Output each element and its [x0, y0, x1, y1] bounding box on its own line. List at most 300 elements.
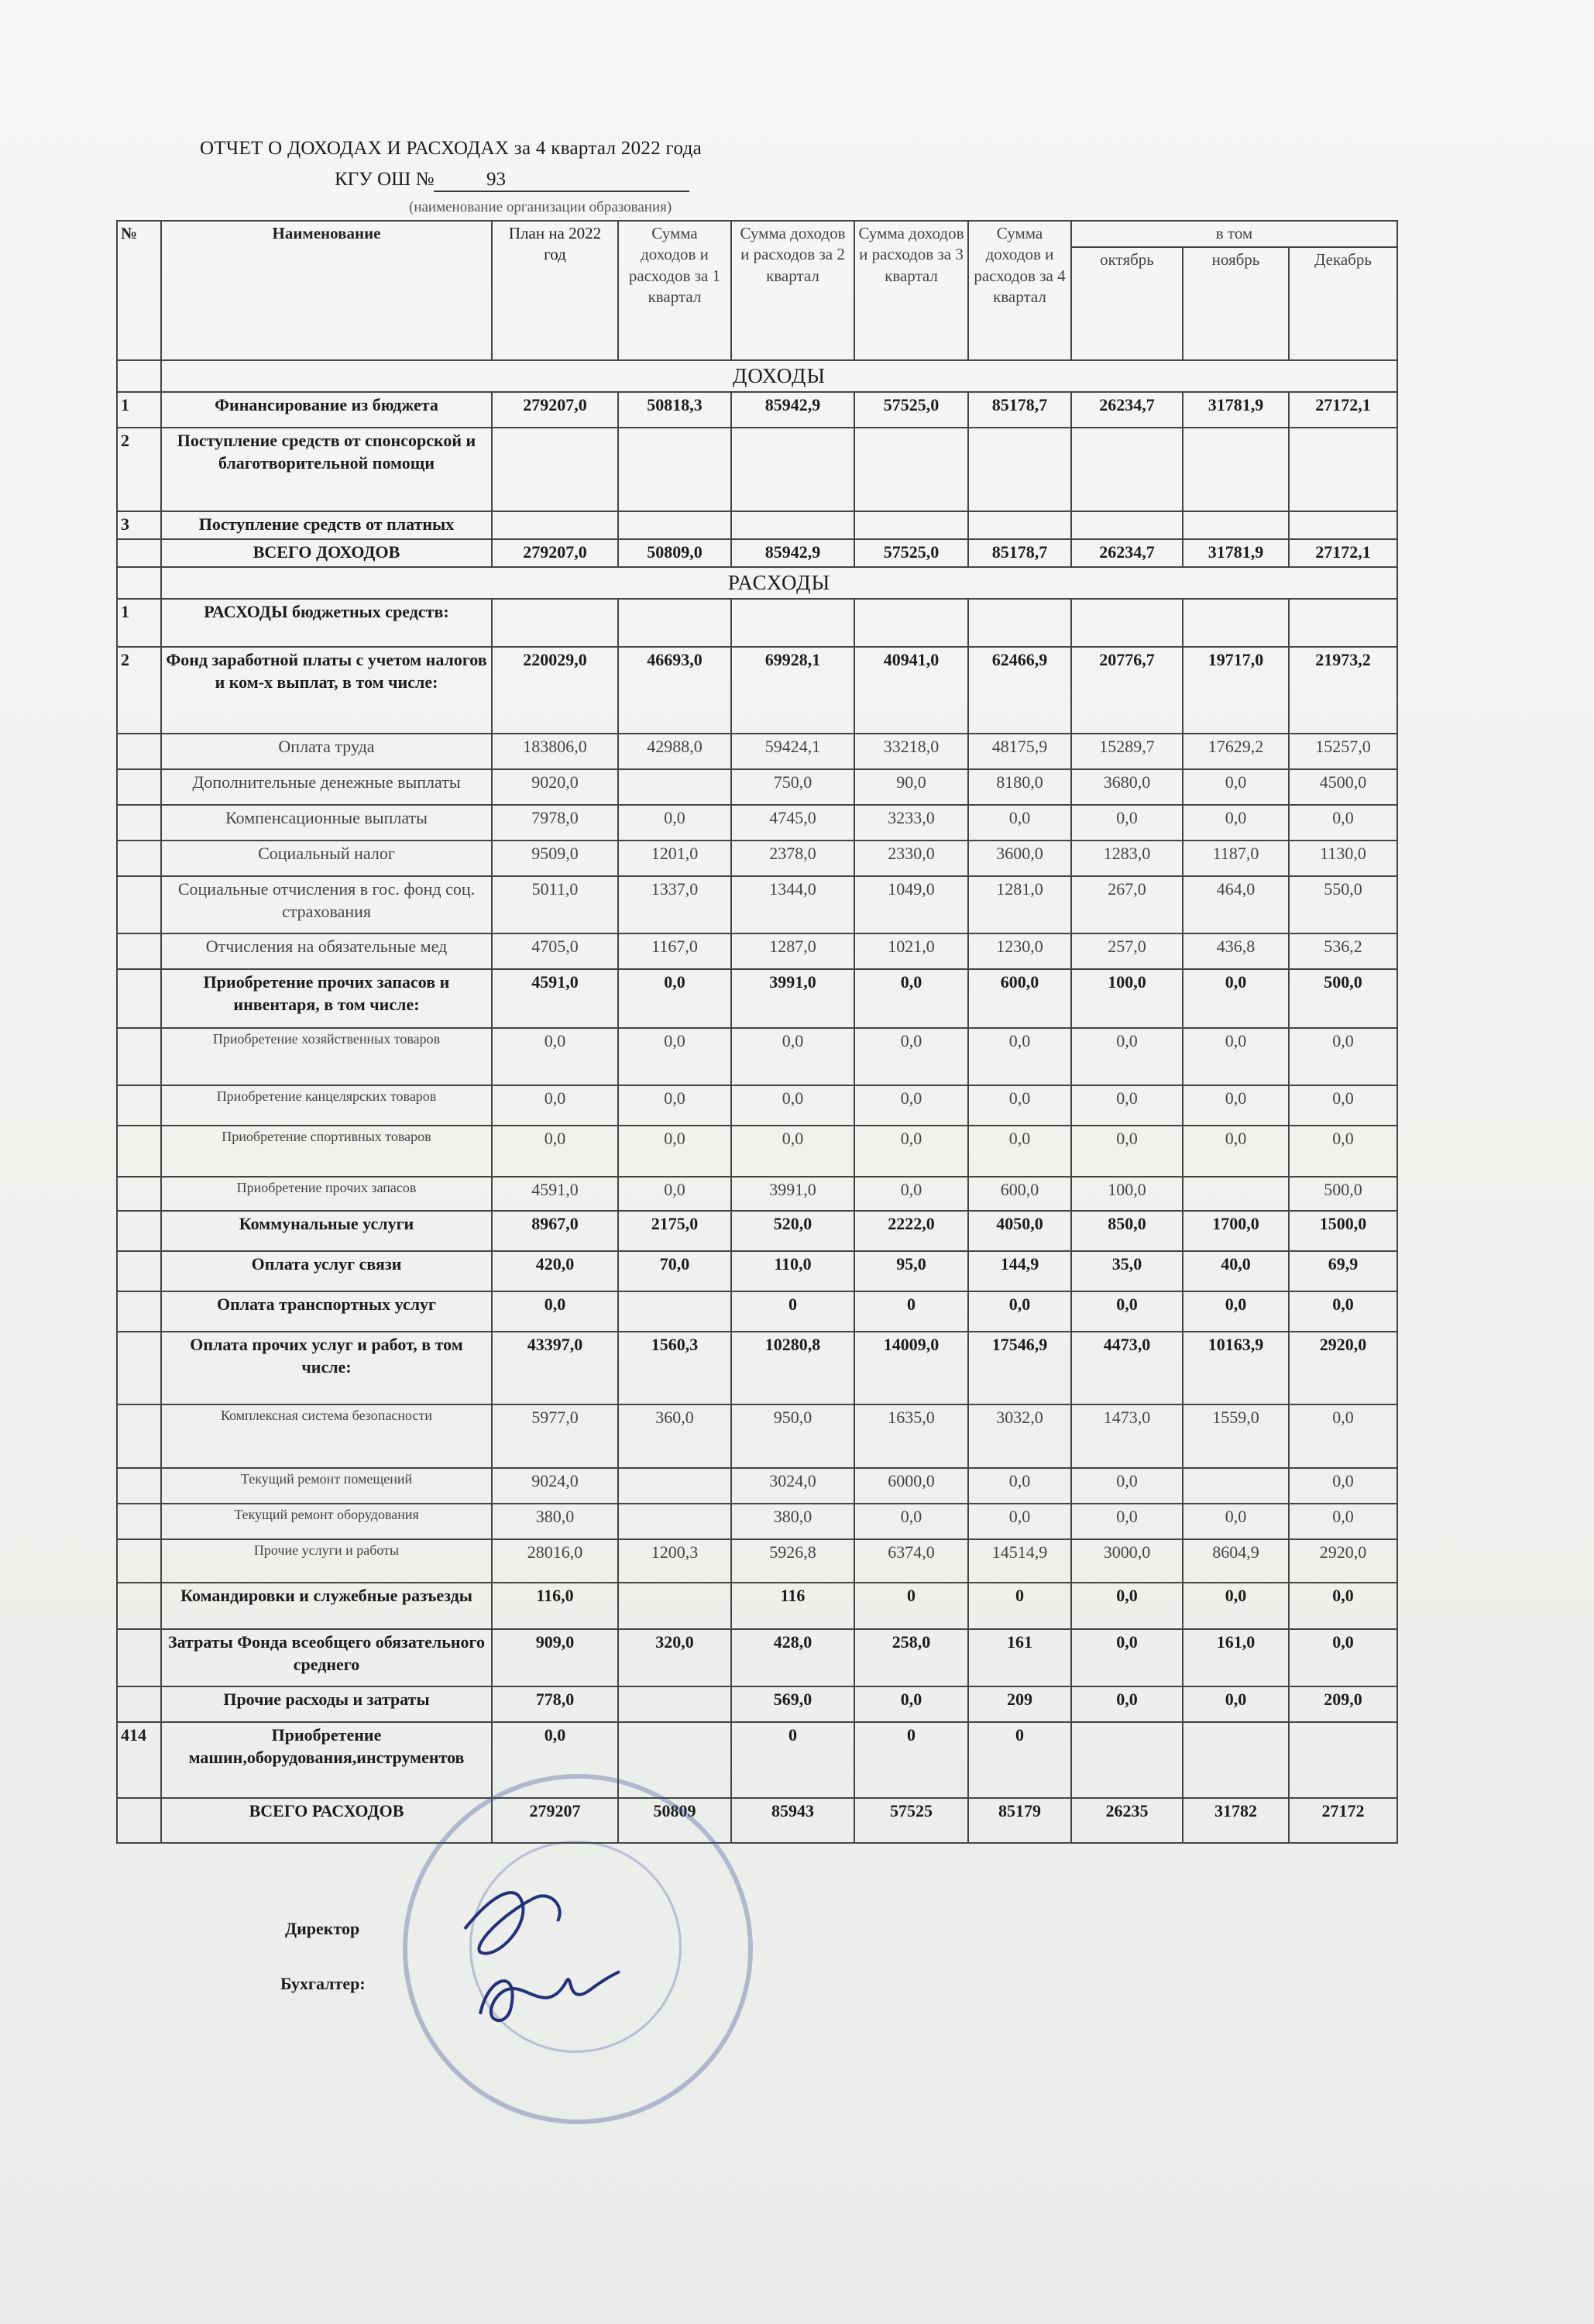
expense-cell-q3: 1635,0: [854, 1404, 968, 1468]
expense-cell-name: Оплата труда: [161, 734, 492, 769]
expense-cell-dec: 209,0: [1289, 1686, 1397, 1722]
expense-cell-oct: 0,0: [1071, 1291, 1183, 1332]
section-title-income: ДОХОДЫ: [161, 360, 1397, 392]
expense-cell-dec: 21973,2: [1289, 647, 1397, 734]
expense-cell-q2: 428,0: [731, 1629, 854, 1686]
expense-cell-dec: 550,0: [1289, 876, 1397, 933]
income-cell-plan: 279207,0: [492, 539, 618, 567]
expense-cell-q3: 0,0: [854, 1085, 968, 1126]
expense-row: [117, 769, 1397, 805]
expense-cell-dec: 0,0: [1289, 1291, 1397, 1332]
expense-cell-q2: 0,0: [731, 1028, 854, 1085]
expense-cell-q1: 1201,0: [618, 841, 731, 876]
expense-cell-no: [117, 1629, 161, 1686]
expense-cell-q4: 1281,0: [968, 876, 1071, 933]
expense-cell-dec: 15257,0: [1289, 734, 1397, 769]
expense-row: [117, 805, 1397, 841]
expense-cell-q4: 1230,0: [968, 933, 1071, 969]
expense-cell-q1: 2175,0: [618, 1211, 731, 1251]
expense-cell-name: Прочие расходы и затраты: [161, 1686, 492, 1722]
expense-cell-q3: 0: [854, 1722, 968, 1798]
director-label: Директор: [285, 1919, 360, 1938]
expense-cell-q4: 14514,9: [968, 1539, 1071, 1583]
header-q4: Сумма доходов и расходов за 4 квартал: [968, 221, 1071, 360]
expense-cell-q4: 209: [968, 1686, 1071, 1722]
expense-cell-dec: 4500,0: [1289, 769, 1397, 805]
expense-cell-plan: 4591,0: [492, 1177, 618, 1211]
expense-row: [117, 1085, 1397, 1126]
expense-row: [117, 1722, 1397, 1798]
organization-prefix: КГУ ОШ №: [335, 169, 435, 190]
header-row-top: [117, 221, 1397, 247]
expense-cell-q4: 0,0: [968, 1028, 1071, 1085]
expense-cell-dec: 1500,0: [1289, 1211, 1397, 1251]
header-no: №: [117, 221, 161, 360]
expense-cell-oct: 257,0: [1071, 933, 1183, 969]
expense-cell-oct: 1283,0: [1071, 841, 1183, 876]
expense-cell-q4: 600,0: [968, 969, 1071, 1028]
expense-row: [117, 969, 1397, 1028]
expense-cell-q2: 1344,0: [731, 876, 854, 933]
expense-cell-no: [117, 841, 161, 876]
accountant-label: Бухгалтер:: [280, 1974, 366, 1993]
income-cell-oct: 26234,7: [1071, 392, 1183, 428]
expense-cell-oct: 26235: [1071, 1798, 1183, 1843]
expense-cell-q2: 116: [731, 1583, 854, 1629]
income-row: [117, 539, 1397, 567]
expense-cell-oct: 0,0: [1071, 1583, 1183, 1629]
expense-cell-name: Оплата услуг связи: [161, 1251, 492, 1291]
expense-row: [117, 1291, 1397, 1332]
income-cell-q2: [731, 511, 854, 539]
expense-row: [117, 1404, 1397, 1468]
signatures-drawing: [449, 1875, 651, 2045]
expense-cell-q4: 0: [968, 1583, 1071, 1629]
expense-cell-name: Приобретение спортивных товаров: [161, 1126, 492, 1177]
expense-cell-q1: [618, 1468, 731, 1504]
expense-cell-q1: 1560,3: [618, 1332, 731, 1404]
income-cell-name: Поступление средств от спонсорской и благотворительной помощи: [161, 428, 492, 511]
expense-cell-q4: 0,0: [968, 1504, 1071, 1539]
expense-cell-q2: 59424,1: [731, 734, 854, 769]
expense-cell-plan: 0,0: [492, 1085, 618, 1126]
expense-cell-dec: 27172: [1289, 1798, 1397, 1843]
expense-cell-plan: 4705,0: [492, 933, 618, 969]
income-cell-q2: 85942,9: [731, 539, 854, 567]
expense-cell-q2: 2378,0: [731, 841, 854, 876]
expense-cell-name: Приобретение машин,оборудования,инструментов: [161, 1722, 492, 1798]
organization-caption: (наименование организации образования): [409, 199, 672, 215]
income-cell-oct: 26234,7: [1071, 539, 1183, 567]
expense-cell-q1: 0,0: [618, 1126, 731, 1177]
expense-cell-q1: 50809: [618, 1798, 731, 1843]
expense-cell-oct: 0,0: [1071, 1028, 1183, 1085]
expense-cell-q4: 161: [968, 1629, 1071, 1686]
expense-cell-dec: 500,0: [1289, 969, 1397, 1028]
expense-cell-no: [117, 1798, 161, 1843]
expense-cell-no: [117, 1085, 161, 1126]
expense-cell-name: Комплексная система безопасности: [161, 1404, 492, 1468]
expense-cell-oct: 100,0: [1071, 969, 1183, 1028]
income-cell-q4: 85178,7: [968, 392, 1071, 428]
expense-cell-q1: 0,0: [618, 1177, 731, 1211]
expense-cell-nov: 0,0: [1183, 1686, 1289, 1722]
expense-cell-dec: 500,0: [1289, 1177, 1397, 1211]
expense-cell-q4: 62466,9: [968, 647, 1071, 734]
expense-cell-q4: 144,9: [968, 1251, 1071, 1291]
expense-cell-q4: 600,0: [968, 1177, 1071, 1211]
expense-cell-plan: 9024,0: [492, 1468, 618, 1504]
expense-cell-q4: [968, 599, 1071, 647]
expense-cell-q3: 0,0: [854, 969, 968, 1028]
expense-cell-oct: 3680,0: [1071, 769, 1183, 805]
expense-cell-q1: 0,0: [618, 969, 731, 1028]
expense-cell-q4: 85179: [968, 1798, 1071, 1843]
income-cell-no: 1: [117, 392, 161, 428]
expense-cell-name: Текущий ремонт помещений: [161, 1468, 492, 1504]
expense-row: [117, 1028, 1397, 1085]
expense-cell-dec: 1130,0: [1289, 841, 1397, 876]
income-row: [117, 428, 1397, 511]
section-row-expenses: [117, 567, 1397, 599]
expense-cell-q1: [618, 1686, 731, 1722]
header-plan: План на 2022 год: [492, 221, 618, 360]
expense-cell-q4: 3032,0: [968, 1404, 1071, 1468]
expense-cell-q2: 85943: [731, 1798, 854, 1843]
expense-cell-no: 2: [117, 647, 161, 734]
blank-underline: [558, 174, 689, 192]
expense-row: [117, 647, 1397, 734]
expense-cell-oct: 35,0: [1071, 1251, 1183, 1291]
expense-cell-dec: 0,0: [1289, 1126, 1397, 1177]
expense-cell-no: [117, 1211, 161, 1251]
expense-cell-plan: 5011,0: [492, 876, 618, 933]
expense-cell-nov: 0,0: [1183, 1504, 1289, 1539]
expense-cell-q1: 42988,0: [618, 734, 731, 769]
expense-cell-plan: 9020,0: [492, 769, 618, 805]
expense-cell-q3: 6000,0: [854, 1468, 968, 1504]
expense-cell-q1: 46693,0: [618, 647, 731, 734]
expense-cell-name: РАСХОДЫ бюджетных средств:: [161, 599, 492, 647]
expense-cell-q4: 4050,0: [968, 1211, 1071, 1251]
expense-cell-oct: 267,0: [1071, 876, 1183, 933]
expense-row: [117, 1126, 1397, 1177]
expense-cell-nov: 1700,0: [1183, 1211, 1289, 1251]
header-name: Наименование: [161, 221, 492, 360]
expense-cell-q3: 2222,0: [854, 1211, 968, 1251]
expense-cell-nov: [1183, 1722, 1289, 1798]
expense-cell-oct: 0,0: [1071, 1629, 1183, 1686]
income-cell-nov: [1183, 511, 1289, 539]
expense-cell-q3: 0,0: [854, 1177, 968, 1211]
organization-number: 93: [434, 169, 558, 192]
expense-cell-q3: 0: [854, 1291, 968, 1332]
income-cell-q3: 57525,0: [854, 539, 968, 567]
expense-cell-oct: 0,0: [1071, 1126, 1183, 1177]
expense-cell-dec: 0,0: [1289, 1028, 1397, 1085]
expense-cell-q1: [618, 599, 731, 647]
expense-cell-name: Прочие услуги и работы: [161, 1539, 492, 1583]
expense-cell-no: [117, 1468, 161, 1504]
expense-cell-q3: 2330,0: [854, 841, 968, 876]
expense-cell-q3: 33218,0: [854, 734, 968, 769]
expense-cell-q1: 0,0: [618, 1028, 731, 1085]
expense-row: [117, 734, 1397, 769]
expense-cell-oct: 20776,7: [1071, 647, 1183, 734]
expense-cell-name: Дополнительные денежные выплаты: [161, 769, 492, 805]
income-cell-name: Финансирование из бюджета: [161, 392, 492, 428]
expense-cell-q2: 10280,8: [731, 1332, 854, 1404]
expense-cell-plan: 909,0: [492, 1629, 618, 1686]
expense-cell-oct: 100,0: [1071, 1177, 1183, 1211]
income-cell-plan: 279207,0: [492, 392, 618, 428]
expense-cell-q2: 380,0: [731, 1504, 854, 1539]
expense-cell-nov: [1183, 599, 1289, 647]
expense-row: [117, 1686, 1397, 1722]
expense-cell-q2: 3024,0: [731, 1468, 854, 1504]
expense-cell-nov: 436,8: [1183, 933, 1289, 969]
expense-cell-q2: 3991,0: [731, 969, 854, 1028]
expense-cell-q1: [618, 769, 731, 805]
expense-cell-oct: 15289,7: [1071, 734, 1183, 769]
expense-cell-q4: 0,0: [968, 1085, 1071, 1126]
expense-cell-q3: 0,0: [854, 1504, 968, 1539]
expense-row: [117, 1539, 1397, 1583]
expense-cell-name: Командировки и служебные разъезды: [161, 1583, 492, 1629]
expense-cell-name: Компенсационные выплаты: [161, 805, 492, 841]
expense-cell-dec: 2920,0: [1289, 1539, 1397, 1583]
expense-cell-plan: 116,0: [492, 1583, 618, 1629]
expense-cell-q4: 0,0: [968, 1291, 1071, 1332]
expense-cell-q2: 1287,0: [731, 933, 854, 969]
expense-cell-no: [117, 1291, 161, 1332]
expense-row: [117, 876, 1397, 933]
expense-cell-q1: [618, 1291, 731, 1332]
report-table: [116, 220, 1398, 1844]
expense-cell-name: Отчисления на обязательные мед: [161, 933, 492, 969]
income-cell-no: 2: [117, 428, 161, 511]
expense-cell-oct: 0,0: [1071, 805, 1183, 841]
expense-cell-name: Приобретение прочих запасов и инвентаря, в том числе:: [161, 969, 492, 1028]
expense-cell-nov: 8604,9: [1183, 1539, 1289, 1583]
expense-cell-oct: [1071, 1722, 1183, 1798]
header-november: ноябрь: [1183, 247, 1289, 360]
accountant-signature: [480, 1972, 620, 2020]
expense-cell-q3: 57525: [854, 1798, 968, 1843]
expense-cell-q3: 0,0: [854, 1028, 968, 1085]
expense-cell-q1: 320,0: [618, 1629, 731, 1686]
expense-cell-dec: 536,2: [1289, 933, 1397, 969]
expense-cell-q3: 95,0: [854, 1251, 968, 1291]
expense-cell-q2: 0,0: [731, 1085, 854, 1126]
header-q2: Сумма доходов и расходов за 2 квартал: [731, 221, 854, 360]
expense-cell-q4: 8180,0: [968, 769, 1071, 805]
section-spacer: [117, 567, 161, 599]
expense-cell-q4: 3600,0: [968, 841, 1071, 876]
expense-cell-plan: 0,0: [492, 1028, 618, 1085]
expense-cell-oct: 850,0: [1071, 1211, 1183, 1251]
expense-cell-no: [117, 1539, 161, 1583]
header-in-that: в том: [1071, 221, 1397, 247]
expense-cell-q1: 70,0: [618, 1251, 731, 1291]
expense-cell-q1: [618, 1583, 731, 1629]
expense-cell-nov: 0,0: [1183, 1126, 1289, 1177]
expense-cell-nov: 0,0: [1183, 1028, 1289, 1085]
expense-cell-plan: 0,0: [492, 1126, 618, 1177]
income-row: [117, 511, 1397, 539]
income-cell-dec: [1289, 511, 1397, 539]
income-cell-q3: 57525,0: [854, 392, 968, 428]
income-cell-q3: [854, 511, 968, 539]
expense-cell-oct: 4473,0: [1071, 1332, 1183, 1404]
expense-cell-dec: 0,0: [1289, 1583, 1397, 1629]
expense-cell-q3: 6374,0: [854, 1539, 968, 1583]
expense-row: [117, 841, 1397, 876]
expense-row: [117, 1468, 1397, 1504]
expense-cell-dec: 0,0: [1289, 1404, 1397, 1468]
expense-cell-q3: 3233,0: [854, 805, 968, 841]
expense-cell-q4: 0,0: [968, 1468, 1071, 1504]
expense-cell-no: [117, 1404, 161, 1468]
expense-cell-name: Приобретение хозяйственных товаров: [161, 1028, 492, 1085]
expense-row: [117, 1332, 1397, 1404]
expense-cell-name: Социальный налог: [161, 841, 492, 876]
expense-cell-oct: 1473,0: [1071, 1404, 1183, 1468]
income-cell-q1: 50818,3: [618, 392, 731, 428]
expense-cell-dec: 2920,0: [1289, 1332, 1397, 1404]
expense-cell-q2: 750,0: [731, 769, 854, 805]
expense-cell-q3: 1049,0: [854, 876, 968, 933]
expense-cell-q3: [854, 599, 968, 647]
header-december: Декабрь: [1289, 247, 1397, 360]
expense-cell-dec: 0,0: [1289, 1504, 1397, 1539]
expense-cell-no: [117, 1686, 161, 1722]
expense-cell-name: Коммунальные услуги: [161, 1211, 492, 1251]
expense-cell-oct: 3000,0: [1071, 1539, 1183, 1583]
expense-cell-q2: [731, 599, 854, 647]
expense-cell-no: [117, 1028, 161, 1085]
expense-cell-nov: 10163,9: [1183, 1332, 1289, 1404]
expense-cell-plan: 420,0: [492, 1251, 618, 1291]
expense-cell-oct: 0,0: [1071, 1504, 1183, 1539]
expense-cell-plan: 0,0: [492, 1291, 618, 1332]
expense-cell-q2: 4745,0: [731, 805, 854, 841]
expense-cell-nov: 464,0: [1183, 876, 1289, 933]
expense-cell-no: [117, 1332, 161, 1404]
expense-cell-plan: 5977,0: [492, 1404, 618, 1468]
income-cell-q4: [968, 511, 1071, 539]
expense-cell-oct: 0,0: [1071, 1085, 1183, 1126]
header-q3: Сумма доходов и расходов за 3 квартал: [854, 221, 968, 360]
expense-cell-q4: 0,0: [968, 1126, 1071, 1177]
expense-cell-no: [117, 876, 161, 933]
expense-cell-no: [117, 1504, 161, 1539]
expense-cell-plan: 220029,0: [492, 647, 618, 734]
expense-cell-no: 414: [117, 1722, 161, 1798]
section-row-income: [117, 360, 1397, 392]
expense-cell-q2: 950,0: [731, 1404, 854, 1468]
expense-row: [117, 1583, 1397, 1629]
expense-cell-plan: 4591,0: [492, 969, 618, 1028]
income-cell-oct: [1071, 428, 1183, 511]
expense-cell-plan: 43397,0: [492, 1332, 618, 1404]
expense-cell-q3: 90,0: [854, 769, 968, 805]
expense-cell-name: Фонд заработной платы с учетом налогов и ком-х выплат, в том числе:: [161, 647, 492, 734]
income-cell-plan: [492, 511, 618, 539]
expense-cell-plan: 380,0: [492, 1504, 618, 1539]
expense-cell-no: [117, 933, 161, 969]
expense-cell-name: Текущий ремонт оборудования: [161, 1504, 492, 1539]
expense-row: [117, 933, 1397, 969]
expense-cell-dec: 0,0: [1289, 1629, 1397, 1686]
director-signature: [465, 1893, 560, 1953]
income-cell-name: Поступление средств от платных: [161, 511, 492, 539]
income-row: [117, 392, 1397, 428]
expense-row: [117, 1504, 1397, 1539]
expense-cell-plan: 28016,0: [492, 1539, 618, 1583]
expense-cell-name: Социальные отчисления в гос. фонд соц. страхования: [161, 876, 492, 933]
expense-cell-q3: 40941,0: [854, 647, 968, 734]
expense-cell-q2: 3991,0: [731, 1177, 854, 1211]
expense-cell-q3: 1021,0: [854, 933, 968, 969]
expense-cell-no: [117, 1583, 161, 1629]
expense-cell-dec: 0,0: [1289, 1468, 1397, 1504]
expense-cell-plan: 279207: [492, 1798, 618, 1843]
expense-cell-q4: 48175,9: [968, 734, 1071, 769]
expense-cell-plan: 778,0: [492, 1686, 618, 1722]
expense-cell-oct: 0,0: [1071, 1686, 1183, 1722]
expense-cell-q4: 17546,9: [968, 1332, 1071, 1404]
expense-cell-q4: 0: [968, 1722, 1071, 1798]
expense-cell-q1: 1200,3: [618, 1539, 731, 1583]
expense-cell-plan: 9509,0: [492, 841, 618, 876]
income-cell-no: [117, 539, 161, 567]
income-cell-q3: [854, 428, 968, 511]
expense-cell-q3: 14009,0: [854, 1332, 968, 1404]
expense-cell-nov: 1187,0: [1183, 841, 1289, 876]
expense-cell-q2: 110,0: [731, 1251, 854, 1291]
expense-cell-nov: 0,0: [1183, 805, 1289, 841]
expense-cell-plan: 7978,0: [492, 805, 618, 841]
expense-cell-q2: 0: [731, 1291, 854, 1332]
income-cell-no: 3: [117, 511, 161, 539]
income-cell-dec: [1289, 428, 1397, 511]
income-cell-nov: 31781,9: [1183, 539, 1289, 567]
expense-cell-name: Затраты Фонда всеобщего обязательного среднего: [161, 1629, 492, 1686]
expense-cell-q1: 1167,0: [618, 933, 731, 969]
expense-cell-q1: [618, 1504, 731, 1539]
expense-cell-q3: 258,0: [854, 1629, 968, 1686]
income-cell-plan: [492, 428, 618, 511]
expense-cell-nov: 31782: [1183, 1798, 1289, 1843]
expense-cell-no: [117, 1177, 161, 1211]
income-cell-oct: [1071, 511, 1183, 539]
expense-cell-q2: 569,0: [731, 1686, 854, 1722]
expense-cell-name: ВСЕГО РАСХОДОВ: [161, 1798, 492, 1843]
expense-cell-nov: 0,0: [1183, 1583, 1289, 1629]
expense-cell-dec: 0,0: [1289, 805, 1397, 841]
expense-cell-name: Оплата транспортных услуг: [161, 1291, 492, 1332]
expense-row: [117, 1177, 1397, 1211]
expense-cell-nov: 0,0: [1183, 1291, 1289, 1332]
income-cell-q1: [618, 428, 731, 511]
income-cell-name: ВСЕГО ДОХОДОВ: [161, 539, 492, 567]
expense-cell-q3: 0,0: [854, 1686, 968, 1722]
expense-cell-nov: [1183, 1468, 1289, 1504]
expense-cell-name: Приобретение прочих запасов: [161, 1177, 492, 1211]
income-cell-dec: 27172,1: [1289, 539, 1397, 567]
header-q1: Сумма доходов и расходов за 1 квартал: [618, 221, 731, 360]
